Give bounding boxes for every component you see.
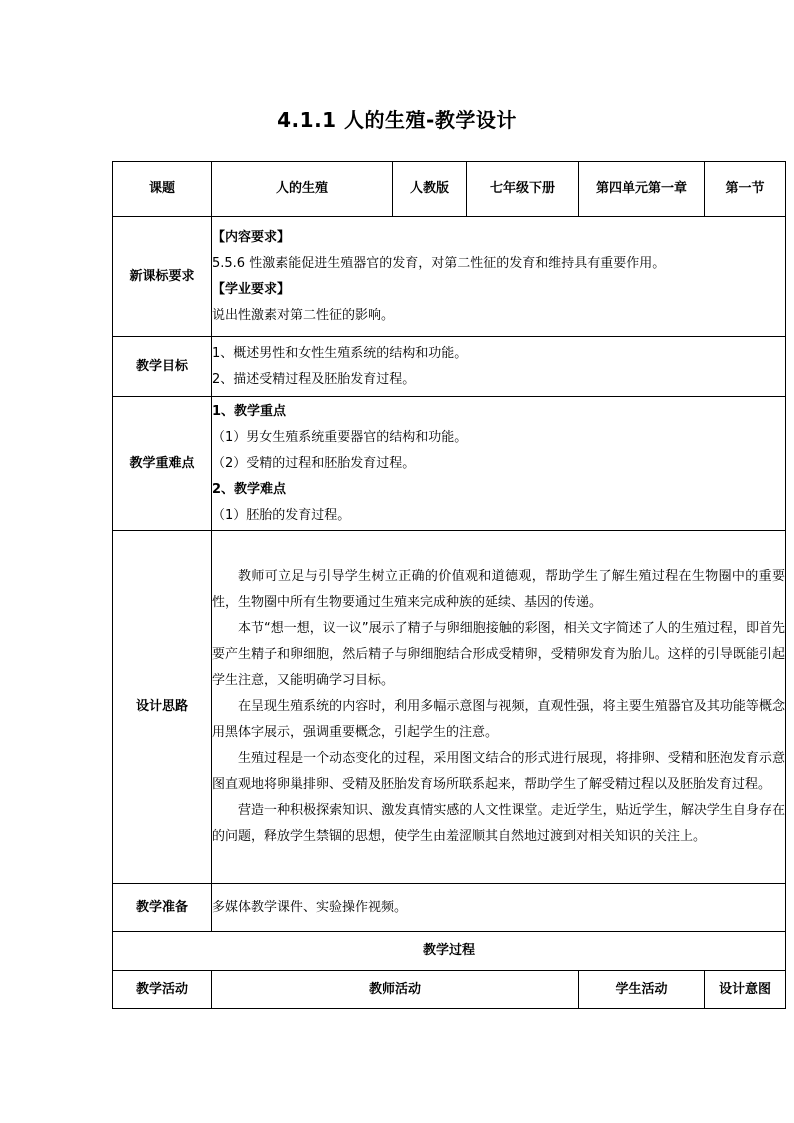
focus-heading: 1、教学重点	[212, 403, 287, 419]
design-label: 设计思路	[113, 531, 212, 884]
design-paragraph: 本节“想一想，议一议”展示了精子与卵细胞接触的彩图，相关文字简述了人的生殖过程，即首先要产生精子和卵细胞，然后精子与卵细胞结合形成受精卵，受精卵发育为胎儿。这样的引导既能引起学生注意，又能明确学习目标。	[212, 621, 785, 688]
key-points-label: 教学重难点	[113, 397, 212, 531]
key-points-content	[212, 397, 786, 531]
col-intent: 设计意图	[705, 971, 786, 1009]
academic-requirement-text: 说出性激素对第二性征的影响。	[212, 307, 395, 323]
objective-item: 1、概述男性和女性生殖系统的结构和功能。	[212, 345, 468, 361]
preparation-text: 多媒体教学课件、实验操作视频。	[212, 884, 786, 932]
design-paragraph: 生殖过程是一个动态变化的过程，采用图文结合的形式进行展现，将排卵、受精和胚泡发育示意图直观地将卵巢排卵、受精及胚胎发育场所联系起来，帮助学生了解受精过程以及胚胎发育过程。	[212, 751, 785, 792]
objective-item: 2、描述受精过程及胚胎发育过程。	[212, 371, 416, 387]
key-points-row	[113, 397, 786, 531]
edition: 人教版	[393, 162, 467, 217]
preparation-label: 教学准备	[113, 884, 212, 932]
col-student: 学生活动	[579, 971, 705, 1009]
topic-name: 人的生殖	[212, 162, 393, 217]
process-header-row	[113, 971, 786, 1009]
standards-label: 新课标要求	[113, 217, 212, 337]
content-requirement-heading: 【内容要求】	[212, 229, 291, 245]
focus-item: （1）男女生殖系统重要器官的结构和功能。	[212, 429, 468, 445]
preparation-row	[113, 884, 786, 932]
objectives-content	[212, 337, 786, 397]
design-paragraph: 营造一种积极探索知识、激发真情实感的人文性课堂。走近学生，贴近学生，解决学生自身存在的问题，释放学生禁锢的思想，使学生由羞涩顺其自然地过渡到对相关知识的关注上。	[212, 803, 785, 844]
grade: 七年级下册	[467, 162, 579, 217]
section: 第一节	[705, 162, 786, 217]
col-activity: 教学活动	[113, 971, 212, 1009]
unit: 第四单元第一章	[579, 162, 705, 217]
page-title: 4.1.1 人的生殖-教学设计	[277, 108, 517, 132]
topic-label: 课题	[113, 162, 212, 217]
focus-item: （2）受精的过程和胚胎发育过程。	[212, 455, 416, 471]
difficulty-heading: 2、教学难点	[212, 481, 287, 497]
design-paragraph: 教师可立足与引导学生树立正确的价值观和道德观，帮助学生了解生殖过程在生物圈中的重要性，生物圈中所有生物要通过生殖来完成种族的延续、基因的传递。	[212, 569, 785, 610]
design-content	[212, 531, 786, 884]
academic-requirement-heading: 【学业要求】	[212, 281, 291, 297]
process-title: 教学过程	[113, 932, 786, 971]
objectives-label: 教学目标	[113, 337, 212, 397]
content-requirement-text: 5.5.6 性激素能促进生殖器官的发育，对第二性征的发育和维持具有重要作用。	[212, 255, 666, 271]
standards-content	[212, 217, 786, 337]
lesson-plan-table	[112, 161, 786, 1009]
header-row	[113, 162, 786, 217]
col-teacher: 教师活动	[212, 971, 579, 1009]
difficulty-item: （1）胚胎的发育过程。	[212, 507, 351, 523]
design-paragraph: 在呈现生殖系统的内容时，利用多幅示意图与视频，直观性强，将主要生殖器官及其功能等概念用黑体字展示，强调重要概念，引起学生的注意。	[212, 699, 785, 740]
design-row	[113, 531, 786, 884]
objectives-row	[113, 337, 786, 397]
standards-row	[113, 217, 786, 337]
process-title-row	[113, 932, 786, 971]
